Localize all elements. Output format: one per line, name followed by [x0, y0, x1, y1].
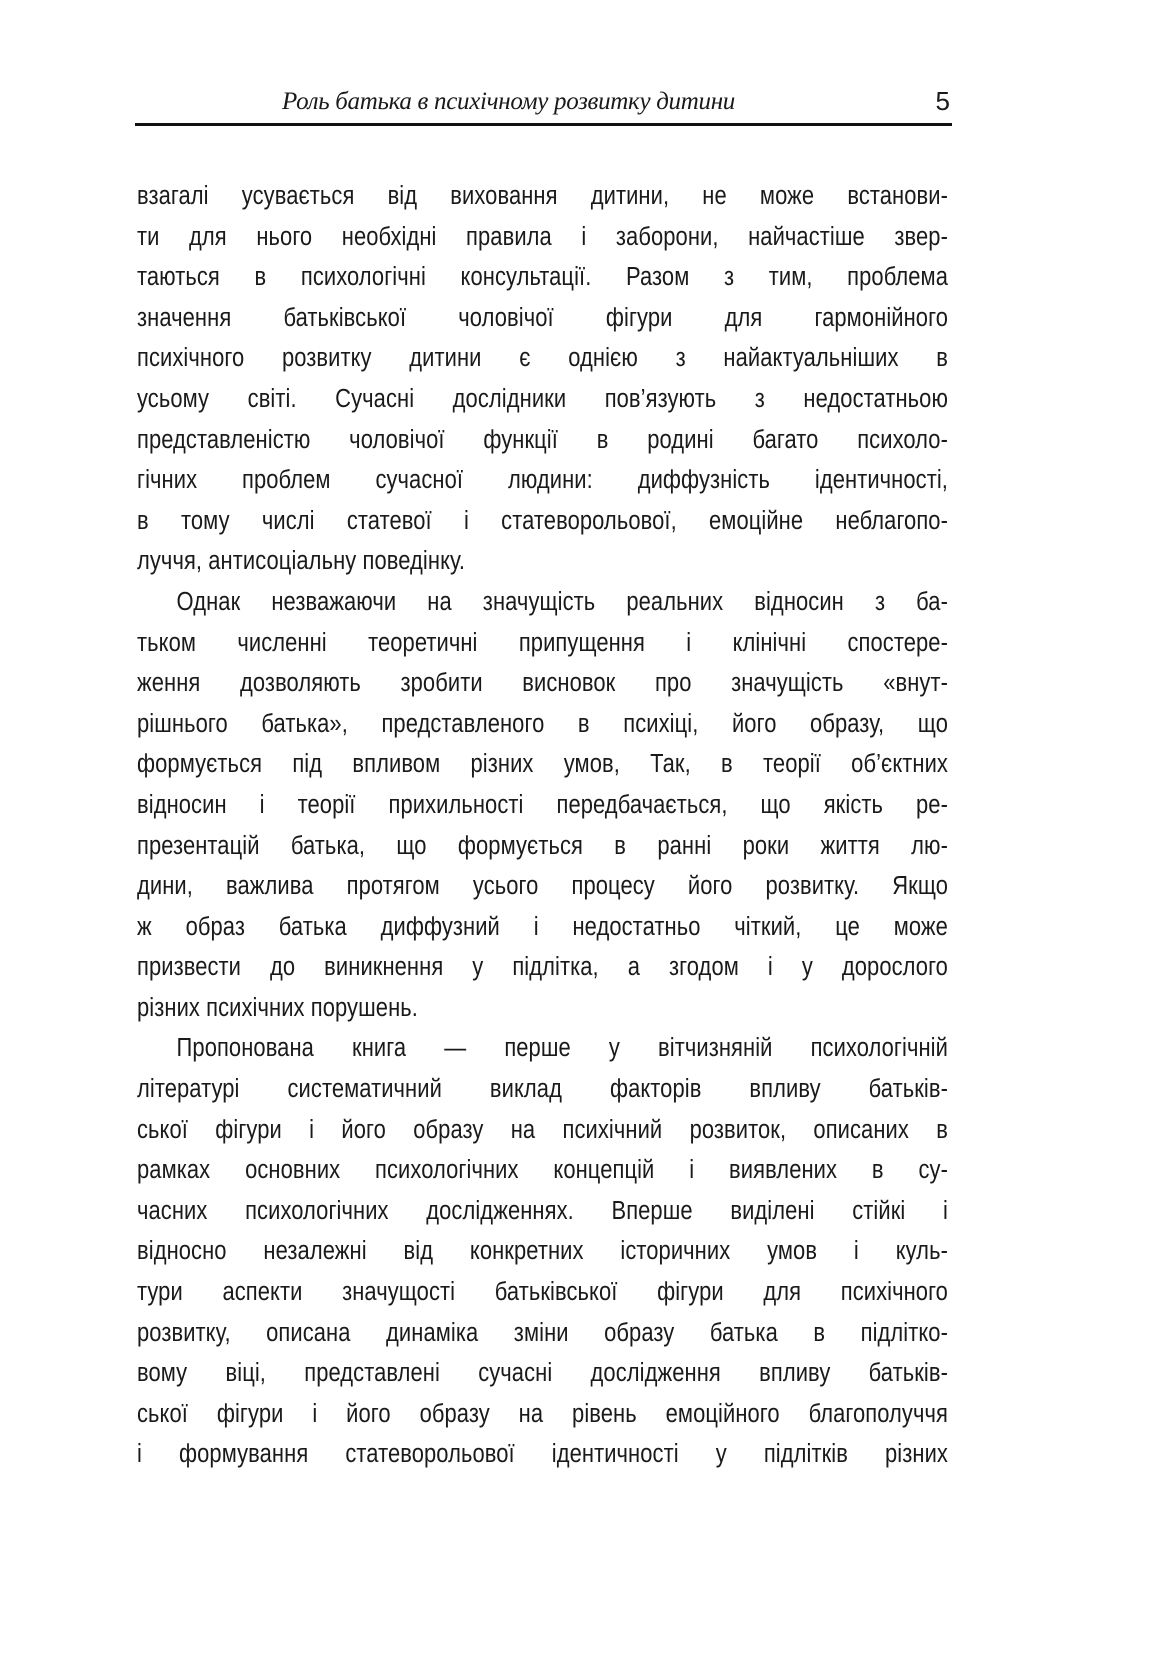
text-line: Пропонована книга — перше у вітчизняній психологічній: [176, 1034, 948, 1063]
text-line: психічного розвитку дитини є однією з найактуальніших в: [137, 344, 948, 373]
text-line: призвести до виникнення у підлітка, а згодом і у дорослого: [137, 953, 948, 982]
text-line: і формування статеворольової ідентичності у підлітків різних: [137, 1440, 948, 1469]
text-line: луччя, антисоціальну поведінку.: [137, 547, 466, 576]
running-header: [135, 84, 952, 120]
text-line: розвитку, описана динаміка зміни образу батька в підлітко-: [137, 1318, 948, 1347]
running-header-title: Роль батька в психічному розвитку дитини: [282, 88, 735, 115]
text-line: ти для нього необхідні правила і заборони, найчастіше звер-: [137, 222, 948, 251]
text-line: ської фігури і його образу на рівень емоційного благополуччя: [137, 1399, 948, 1428]
header-rule: [135, 123, 952, 126]
text-line: вому віці, представлені сучасні дослідження впливу батьків-: [137, 1359, 948, 1388]
text-line: усьому світі. Сучасні дослідники пов’язують з недостатньою: [137, 384, 948, 413]
text-line: тури аспекти значущості батьківської фігури для психічного: [137, 1278, 948, 1307]
text-line: таються в психологічні консультації. Разом з тим, проблема: [137, 263, 948, 292]
text-line: ж образ батька диффузний і недостатньо чіткий, це може: [137, 912, 948, 941]
text-line: тьком численні теоретичні припущення і клінічні спостере-: [137, 628, 948, 657]
text-line: часних психологічних дослідженнях. Вперше виділені стійкі і: [137, 1196, 948, 1225]
text-line: гічних проблем сучасної людини: диффузність ідентичності,: [137, 466, 948, 495]
text-line: рішнього батька», представленого в психіці, його образу, що: [137, 709, 948, 738]
paragraph-3: [137, 1028, 948, 1475]
text-line: взагалі усувається від виховання дитини, не може встанови-: [137, 182, 948, 210]
text-line: в тому числі статевої і статеворольової, емоційне неблагопо-: [137, 506, 948, 535]
text-line: Однак незважаючи на значущість реальних відносин з ба-: [176, 587, 948, 616]
text-line: рамках основних психологічних концепцій і виявлених в су-: [137, 1156, 948, 1185]
text-line: літературі систематичний виклад факторів впливу батьків-: [137, 1075, 948, 1104]
text-line: формується під впливом різних умов, Так, в теорії об’єктних: [137, 750, 948, 779]
text-line: представленістю чоловічої функції в родині багато психоло-: [137, 425, 948, 454]
text-line: відносно незалежні від конкретних історичних умов і куль-: [137, 1237, 948, 1266]
paragraph-1: [137, 176, 948, 582]
body-text: [137, 176, 948, 1475]
text-line: ської фігури і його образу на психічний розвиток, описаних в: [137, 1115, 948, 1144]
text-line: презентацій батька, що формується в ранні роки життя лю-: [137, 831, 948, 860]
page-number: 5: [935, 86, 950, 116]
text-line: значення батьківської чоловічої фігури для гармонійного: [137, 303, 948, 332]
text-line: відносин і теорії прихильності передбачається, що якість ре-: [137, 790, 948, 819]
text-line: дини, важлива протягом усього процесу його розвитку. Якщо: [137, 872, 948, 901]
text-line: різних психічних порушень.: [137, 993, 418, 1022]
text-line: ження дозволяють зробити висновок про значущість «внут-: [137, 669, 948, 698]
paragraph-2: [137, 582, 948, 1029]
